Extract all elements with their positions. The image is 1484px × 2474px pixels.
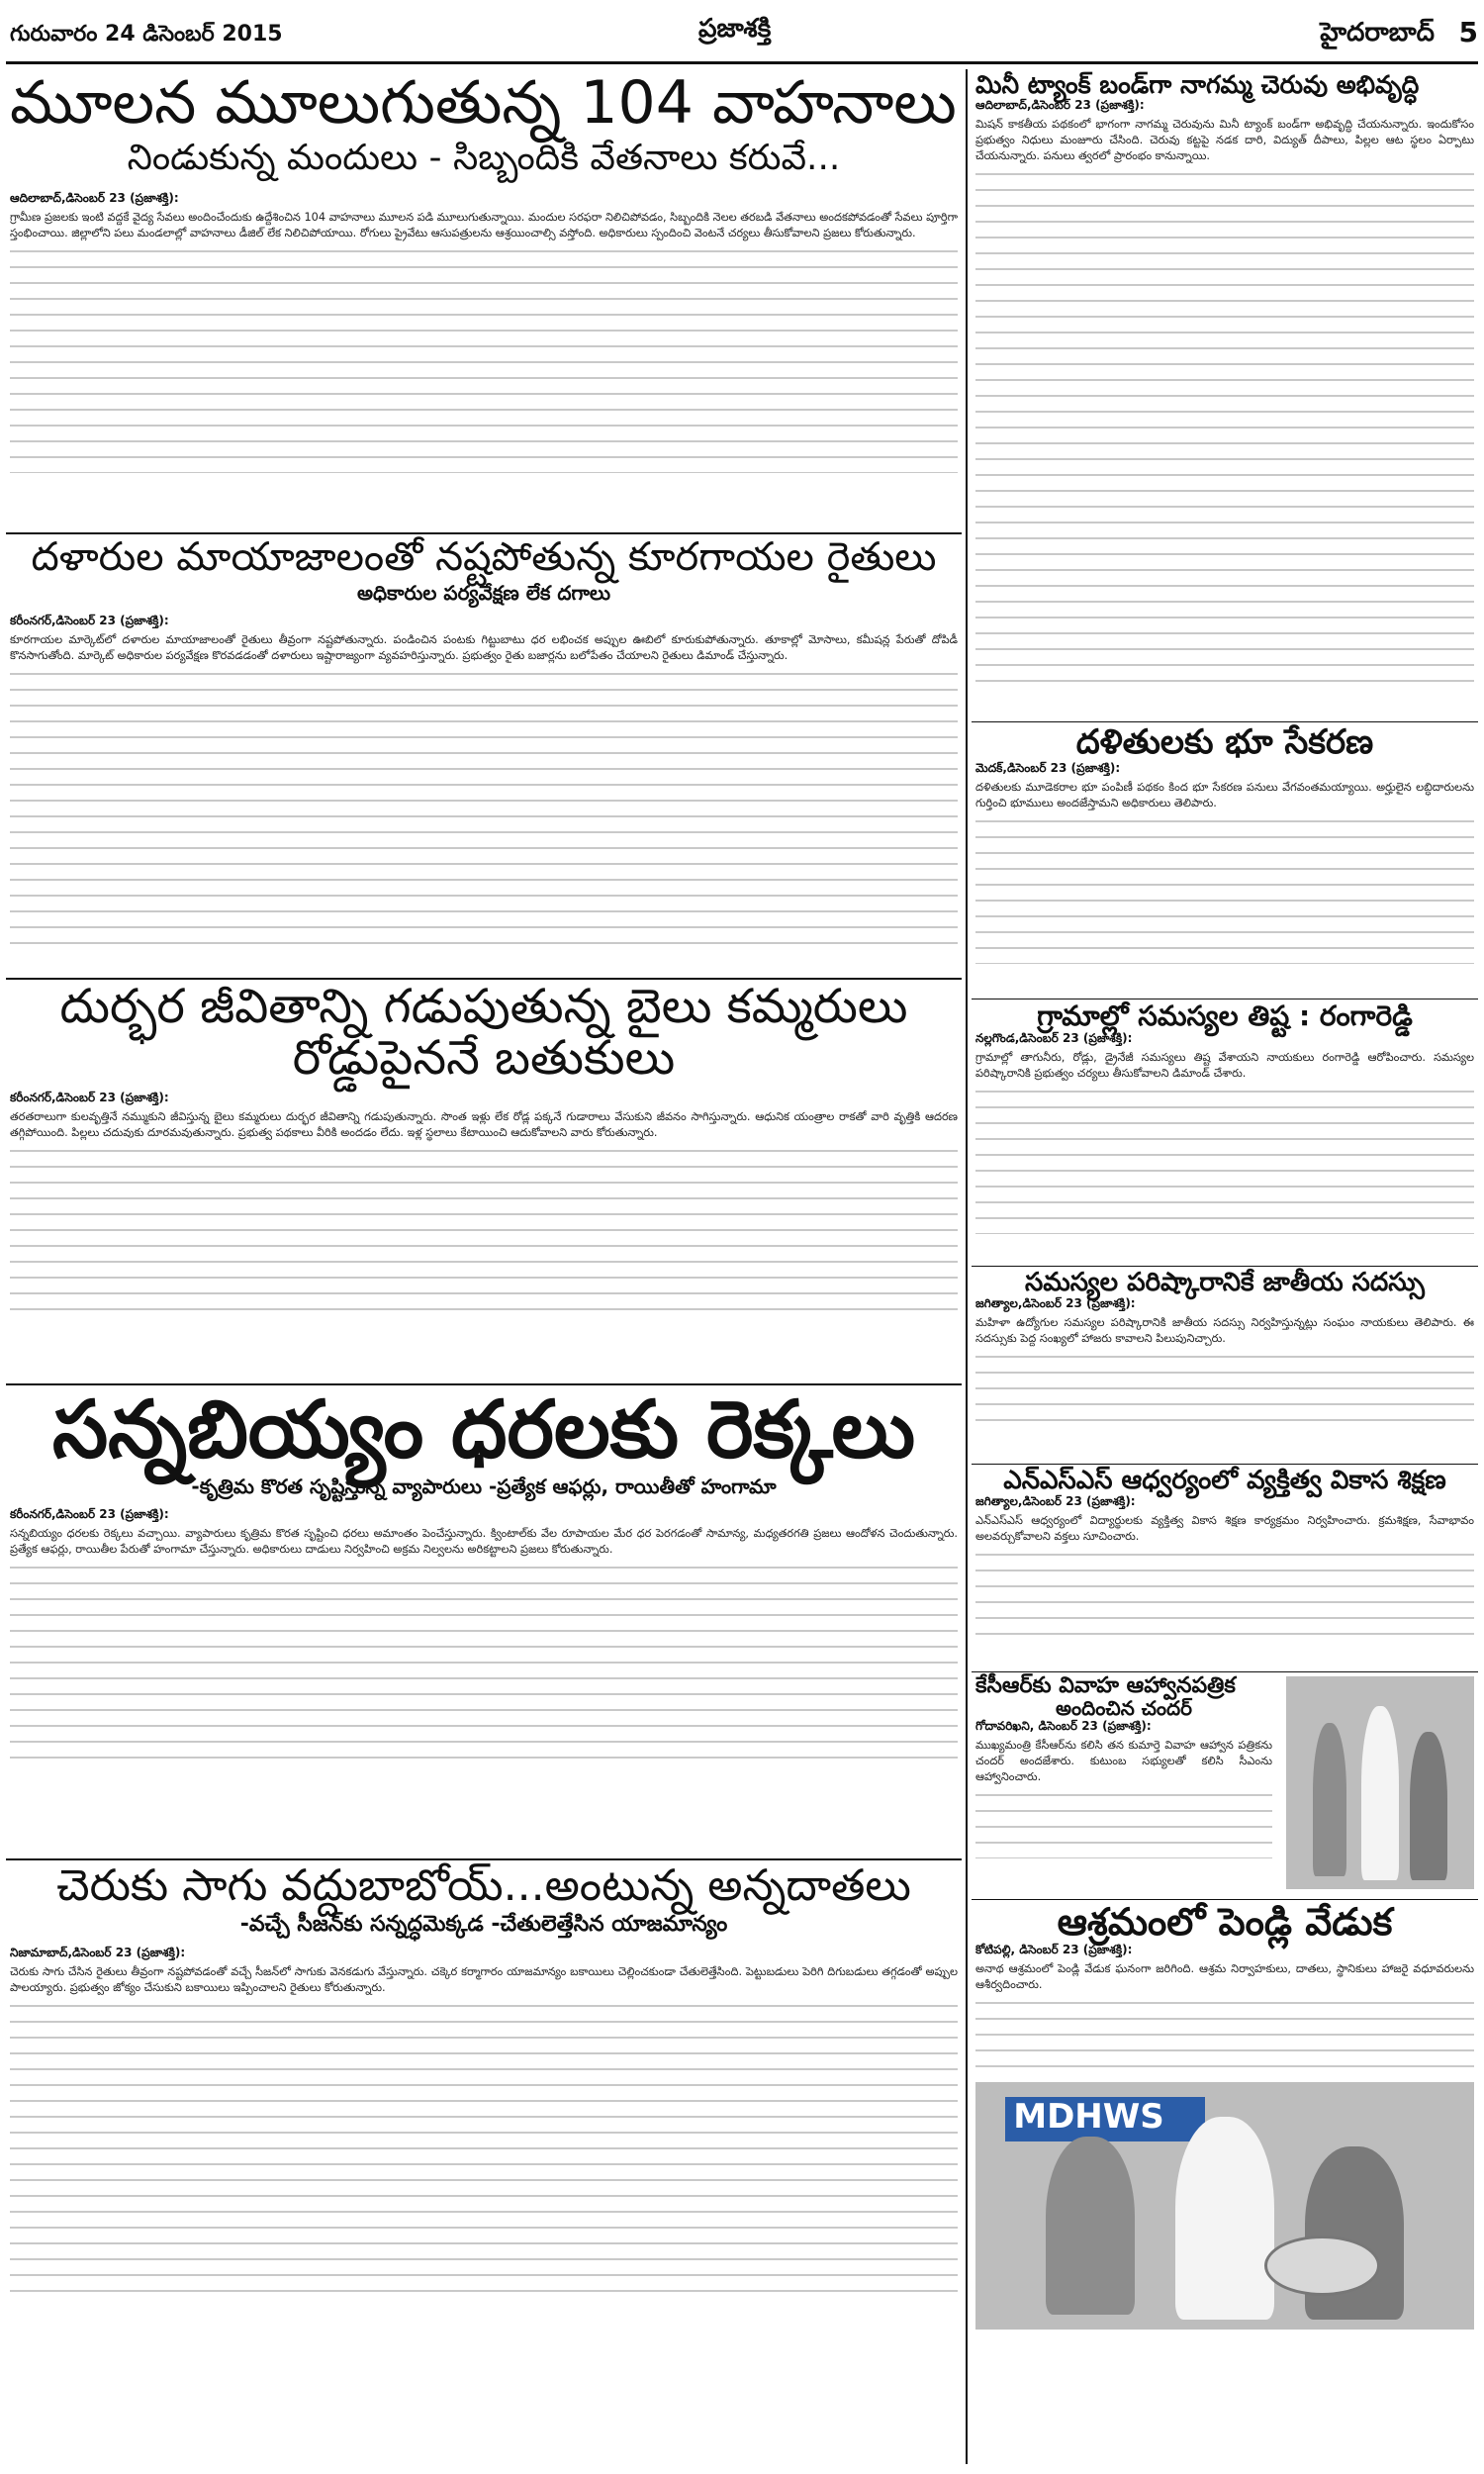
story-headline: సమస్యల పరిష్కారానికే జాతీయ సదస్సు <box>1025 1268 1425 1297</box>
body-text-continuation <box>975 168 1474 683</box>
story-body: గ్రామాల్లో తాగునీరు, రోడ్లు, డ్రైనేజీ సమస్యలు తిష్ట వేశాయని నాయకులు రంగారెడ్డి ఆరోపించారు. సమస్యల పరిష్కారానికి ప్రభుత్వం చర్యలు తీసుకోవాలని డిమాండ్ చేశారు. <box>975 1051 1474 1081</box>
story-headline: గ్రామాల్లో సమస్యల తిష్ట : రంగారెడ్డి <box>1037 999 1413 1032</box>
story-body: మిషన్ కాకతీయ పథకంలో భాగంగా నాగమ్మ చెరువును మినీ ట్యాంక్ బండ్‌గా అభివృద్ధి చేయనున్నారు. ఇందుకోసం ప్రభుత్వం నిధులు మంజూరు చేసింది. చెరువు కట్టపై నడక దారి, విద్యుత్ దీపాలు, పిల్లల ఆట స్థలం ఏర్పాటు చేయనున్నారు. పనులు త్వరలో ప్రారంభం కానున్నాయి. <box>975 118 1474 163</box>
story-dateline: నల్లగొండ,డిసెంబర్ 23 (ప్రజాశక్తి): <box>975 1031 1133 1046</box>
story-dateline: నిజామాబాద్,డిసెంబర్ 23 (ప్రజాశక్తి): <box>10 1945 186 1959</box>
story-village-problems <box>972 999 1478 1267</box>
body-text-continuation <box>975 815 1474 964</box>
story-headline: ఎన్‌ఎస్‌ఎస్ ఆధ్వర్యంలో వ్యక్తిత్వ వికాస శిక్షణ <box>1003 1466 1446 1495</box>
story-dateline: కోటిపల్లి, డిసెంబర్ 23 (ప్రజాశక్తి): <box>975 1943 1133 1957</box>
story-sugarcane-farmers <box>6 1860 962 2454</box>
story-headline: దుర్భర జీవితాన్ని గడుపుతున్న బైలు కమ్మరులు <box>59 980 908 1034</box>
story-bailu-kammarulu <box>6 980 962 1385</box>
body-text-continuation <box>975 1789 1272 1858</box>
story-dateline: జగిత్యాల,డిసెంబర్ 23 (ప్రజాశక్తి): <box>975 1296 1136 1311</box>
story-headline: మూలన మూలుగుతున్న 104 వాహనాలు <box>10 69 957 138</box>
page-header <box>6 4 1478 65</box>
story-rice-prices <box>6 1385 962 1860</box>
cooking-pot <box>1264 2236 1380 2296</box>
story-body: ముఖ్యమంత్రి కేసీఆర్‌ను కలిసి తన కుమార్తె వివాహ ఆహ్వాన పత్రికను చందర్ అందజేశారు. కుటుంబ సభ్యులతో కలిసి సీఎంను ఆహ్వానించారు. <box>975 1739 1272 1784</box>
story-dateline: ఆదిలాబాద్,డిసెంబర్ 23 (ప్రజాశక్తి): <box>10 190 179 205</box>
header-rule <box>6 61 1478 64</box>
story-dateline: ఆదిలాబాద్,డిసెంబర్ 23 (ప్రజాశక్తి): <box>975 98 1145 112</box>
body-text-continuation <box>975 1549 1474 1638</box>
story-body: చెరుకు సాగు చేసిన రైతులు తీవ్రంగా నష్టపోవడంతో వచ్చే సీజన్‌లో సాగుకు వెనకడుగు వేస్తున్నారు. చక్కెర కర్మాగారం యాజమాన్యం బకాయిలు చెల్లించకుండా చేతులెత్తేసింది. పెట్టుబడులు పెరిగి దిగుబడులు తగ్గడంతో అప్పుల పాలయ్యారు. ప్రభుత్వం జోక్యం చేసుకుని బకాయిలు ఇప్పించాలని రైతులు కోరుతున్నారు. <box>10 1964 958 1994</box>
body-text-continuation <box>975 1997 1474 2076</box>
story-subhead: నిండుకున్న మందులు - సిబ్బందికి వేతనాలు కరువే... <box>127 137 841 178</box>
body-text-continuation <box>10 668 958 945</box>
story-headline: సన్నబియ్యం ధరలకు రెక్కలు <box>51 1385 916 1475</box>
story-headline-second-line: రోడ్డుపైననే బతుకులు <box>292 1029 676 1086</box>
story-headline: దళితులకు భూ సేకరణ <box>1075 722 1374 762</box>
story-body: సన్నబియ్యం ధరలకు రెక్కలు వచ్చాయి. వ్యాపారులు కృత్రిమ కొరత సృష్టించి ధరలు అమాంతం పెంచేస్తున్నారు. క్వింటాల్‌కు వేల రూపాయల మేర ధర పెరగడంతో సామాన్య, మధ్యతరగతి ప్రజలు ఆందోళన చెందుతున్నారు. ప్రత్యేక ఆఫర్లు, రాయితీల పేరుతో హంగామా చేస్తున్నారు. అధికారులు దాడులు నిర్వహించి అక్రమ నిల్వలను అరికట్టాలని ప్రజలు కోరుతున్నారు. <box>10 1527 958 1557</box>
column-rule <box>966 69 968 2464</box>
body-text-continuation <box>975 1086 1474 1234</box>
story-nss-training <box>972 1465 1478 1672</box>
kcr-invitation-photo <box>1286 1676 1474 1889</box>
left-column <box>6 69 962 2464</box>
story-land-for-dalits <box>972 722 1478 999</box>
story-nagamma-pond <box>972 69 1478 722</box>
story-subhead: -కృత్రిమ కొరత సృష్టిస్తున్న వ్యాపారులు -ప్రత్యేక ఆఫర్లు, రాయితీతో హంగామా <box>191 1475 777 1499</box>
story-dateline: కరీంనగర్,డిసెంబర్ 23 (ప్రజాశక్తి): <box>10 1090 169 1104</box>
story-headline: మినీ ట్యాంక్ బండ్‌గా నాగమ్మ చెరువు అభివృద్ధి <box>975 70 1420 99</box>
story-dateline: కరీంనగర్,డిసెంబర్ 23 (ప్రజాశక్తి): <box>10 1507 169 1522</box>
body-text-continuation <box>10 2000 958 2297</box>
story-subhead: -వచ్చే సీజన్‌కు సన్నద్ధమెక్కడ -చేతులెత్తేసిన యాజమాన్యం <box>239 1911 728 1937</box>
story-headline: కేసీఆర్‌కు వివాహ ఆహ్వానపత్రిక <box>975 1673 1236 1698</box>
story-body: మహిళా ఉద్యోగుల సమస్యల పరిష్కారానికి జాతీయ సదస్సు నిర్వహిస్తున్నట్లు సంఘం నాయకులు తెలిపారు. ఈ సదస్సుకు పెద్ద సంఖ్యలో హాజరు కావాలని పిలుపునిచ్చారు. <box>975 1316 1474 1346</box>
issue-date: గురువారం 24 డిసెంబర్ 2015 <box>10 22 283 47</box>
photo-banner-text: MDHWS <box>1005 2097 1205 2141</box>
story-subhead: అధికారుల పర్యవేక్షణ లేక దగాలు <box>357 581 610 606</box>
page-number: 5 <box>1458 16 1478 48</box>
story-dateline: కరీంనగర్,డిసెంబర్ 23 (ప్రజాశక్తి): <box>10 614 169 628</box>
story-headline: దళారుల మాయాజాలంతో నష్టపోతున్న కూరగాయల రైతులు <box>31 534 937 580</box>
story-dateline: మెదక్,డిసెంబర్ 23 (ప్రజాశక్తి): <box>975 760 1121 775</box>
story-body: కూరగాయల మార్కెట్‌లో దళారుల మాయాజాలంతో రైతులు తీవ్రంగా నష్టపోతున్నారు. పండించిన పంటకు గిట్టుబాటు ధర లభించక అప్పుల ఊబిలో కూరుకుపోతున్నారు. తూకాల్లో మోసాలు, కమీషన్ల పేరుతో దోపిడీ కొనసాగుతోంది. మార్కెట్ అధికారుల పర్యవేక్షణ కొరవడడంతో దళారులు ఇష్టారాజ్యంగా వ్యవహరిస్తున్నారు. ప్రభుత్వం రైతు బజార్లను బలోపేతం చేయాలని రైతులు డిమాండ్ చేస్తున్నారు. <box>10 633 958 663</box>
story-headline: చెరుకు సాగు వద్దుబాబోయ్...అంటున్న అన్నదాతలు <box>56 1860 911 1911</box>
body-text-continuation <box>10 1562 958 1760</box>
story-headline: ఆశ్రమంలో పెండ్లి వేడుక <box>1057 1900 1393 1944</box>
story-body: ఎన్‌ఎస్‌ఎస్ ఆధ్వర్యంలో విద్యార్థులకు వ్యక్తిత్వ వికాస శిక్షణ కార్యక్రమం నిర్వహించారు. క్రమశిక్షణ, సేవాభావం అలవర్చుకోవాలని వక్తలు సూచించారు. <box>975 1514 1474 1544</box>
story-ashram-wedding <box>972 1900 1478 2454</box>
story-dateline: గోదావరిఖని, డిసెంబర్ 23 (ప్రజాశక్తి): <box>975 1719 1152 1734</box>
masthead: ప్రజాశక్తి <box>698 14 772 44</box>
story-104-vehicles <box>6 69 962 534</box>
story-dateline: జగిత్యాల,డిసెంబర్ 23 (ప్రజాశక్తి): <box>975 1494 1136 1509</box>
edition-city: హైదరాబాద్ <box>1320 18 1435 48</box>
story-body: అనాథ ఆశ్రమంలో పెండ్లి వేడుక ఘనంగా జరిగింది. ఆశ్రమ నిర్వాహకులు, దాతలు, స్థానికులు హాజరై వధూవరులను ఆశీర్వదించారు. <box>975 1962 1474 1992</box>
story-vegetable-farmers <box>6 534 962 980</box>
story-body: గ్రామీణ ప్రజలకు ఇంటి వద్దకే వైద్య సేవలు అందించేందుకు ఉద్దేశించిన 104 వాహనాలు మూలన పడి మూలుగుతున్నాయి. మందుల సరఫరా నిలిచిపోవడం, సిబ్బందికి నెలల తరబడి వేతనాలు అందకపోవడంతో సేవలు పూర్తిగా స్తంభించాయి. జిల్లాలోని పలు మండలాల్లో వాహనాలు డీజిల్ లేక నిలిచిపోయాయి. రోగులు ప్రైవేటు ఆసుపత్రులను ఆశ్రయించాల్సి వస్తోంది. అధికారులు స్పందించి వెంటనే చర్యలు తీసుకోవాలని ప్రజలు కోరుతున్నారు. <box>10 210 958 239</box>
body-text-continuation <box>975 1351 1474 1430</box>
body-text-continuation <box>10 1145 958 1313</box>
story-body: తరతరాలుగా కులవృత్తినే నమ్ముకుని జీవిస్తున్న బైలు కమ్మరులు దుర్భర జీవితాన్ని గడుపుతున్నారు. సొంత ఇళ్లు లేక రోడ్ల పక్కనే గుడారాలు వేసుకుని జీవనం సాగిస్తున్నారు. ఆధునిక యంత్రాల రాకతో వారి వృత్తికి ఆదరణ తగ్గిపోయింది. పిల్లలు చదువుకు దూరమవుతున్నారు. ప్రభుత్వ పథకాలు వీరికి అందడం లేదు. ఇళ్ల స్థలాలు కేటాయించి ఆదుకోవాలని వారు కోరుతున్నారు. <box>10 1109 958 1139</box>
story-national-conference <box>972 1267 1478 1465</box>
story-headline-second-line: అందించిన చందర్ <box>1055 1695 1193 1720</box>
right-column <box>972 69 1478 2464</box>
story-body: దళితులకు మూడెకరాల భూ పంపిణీ పథకం కింద భూ సేకరణ పనులు వేగవంతమయ్యాయి. అర్హులైన లబ్ధిదారులను గుర్తించి భూములు అందజేస్తామని అధికారులు తెలిపారు. <box>975 780 1474 809</box>
ashram-wedding-photo <box>975 2082 1474 2330</box>
story-kcr-invitation <box>972 1672 1478 1900</box>
body-text-continuation <box>10 245 958 473</box>
